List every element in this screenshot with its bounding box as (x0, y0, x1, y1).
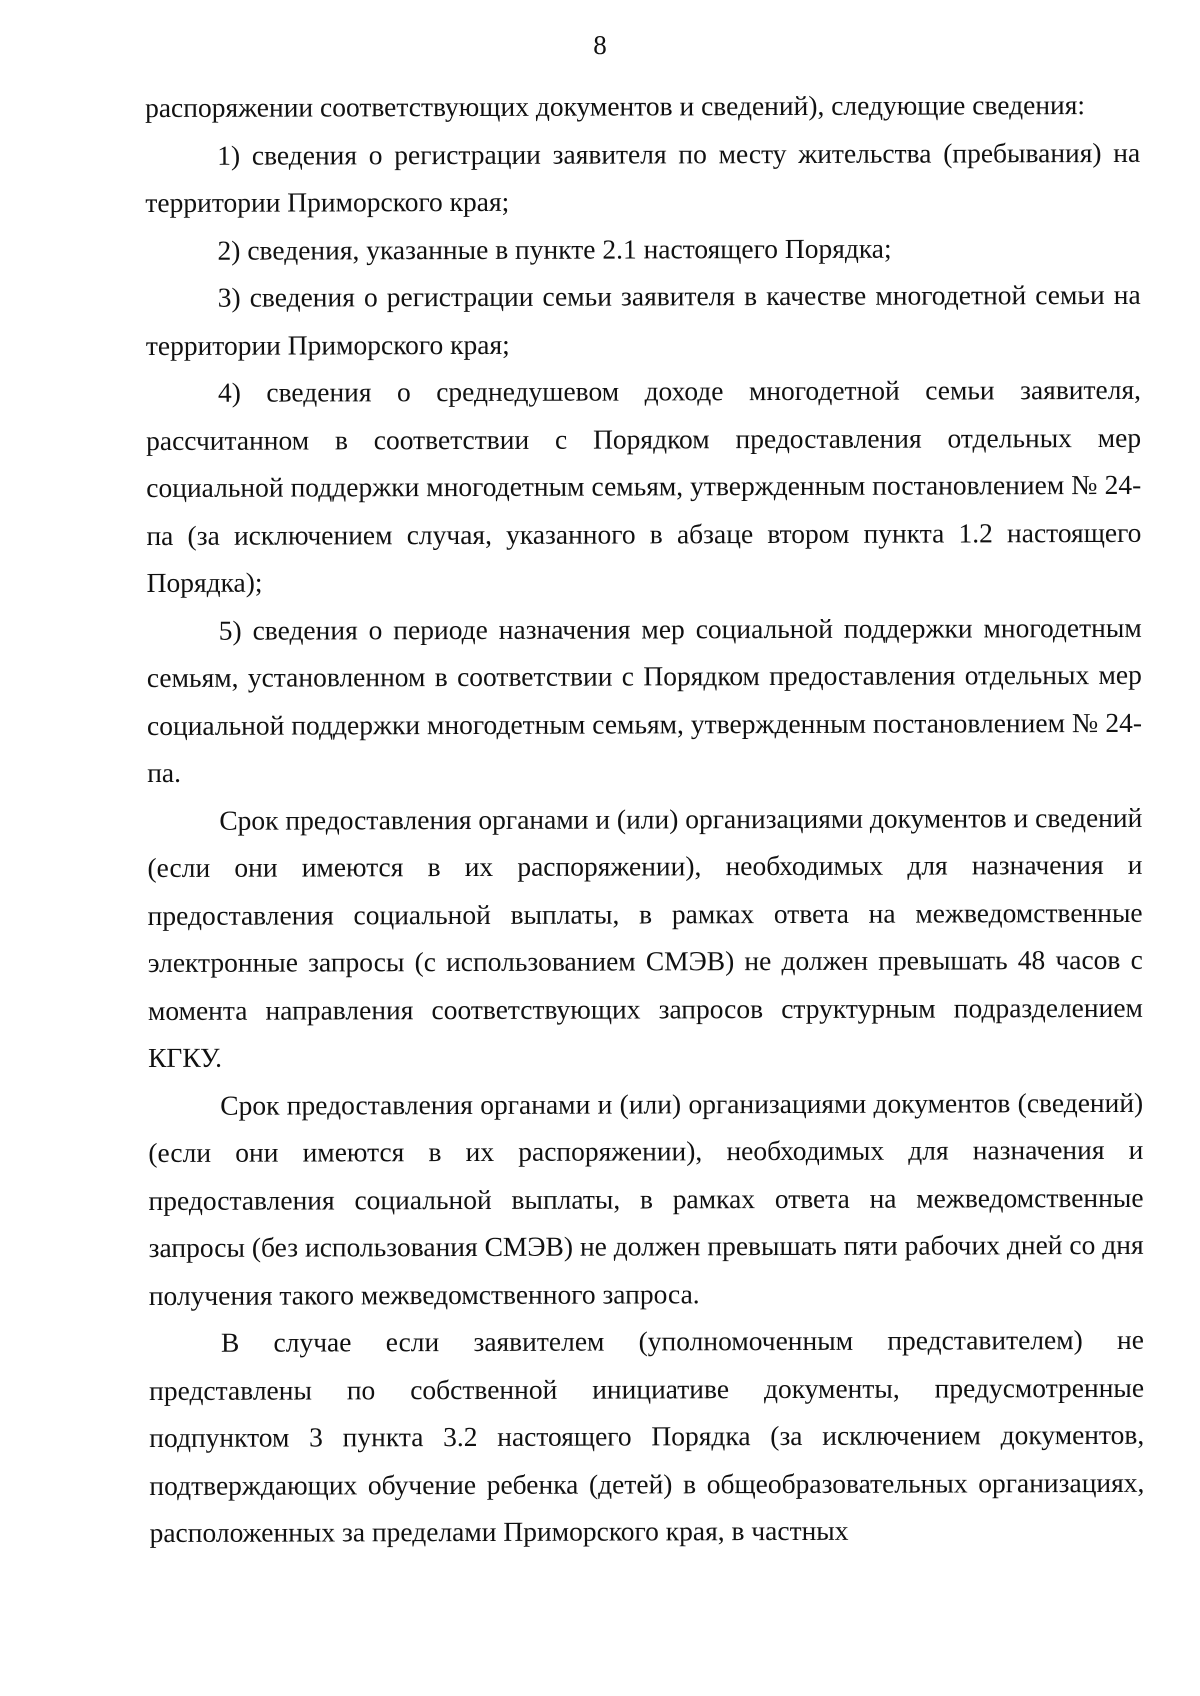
paragraph-continuation: распоряжении соответствующих документов и сведений), следующие сведения: (145, 89, 1086, 123)
paragraph-documents-not-submitted: В случае если заявителем (уполномоченным представителем) не представлены по собственной инициативе документы, предусмотренные подпунктом 3 пункта 3.2 настоящего Порядка (за исключением документов, подтверждающих обучение ребенка (детей) в общеобразовательных организациях, расположенных за пределами Приморского края, в частных (149, 1323, 1145, 1548)
list-item-1: 1) сведения о регистрации заявителя по месту жительства (пребывания) на территории Приморского края; (145, 136, 1141, 218)
list-item-3: 3) сведения о регистрации семьи заявителя в качестве многодетной семьи на территории Приморского края; (145, 278, 1141, 361)
document-body (145, 81, 1145, 1557)
list-item-2: 2) сведения, указанные в пункте 2.1 настоящего Порядка; (217, 232, 892, 266)
page-number: 8 (593, 30, 607, 60)
list-item-4: 4) сведения о среднедушевом доходе многодетной семьи заявителя, рассчитанном в соответствии с Порядком предоставления отдельных мер социальной поддержки многодетным семьям, утвержденным постановлением № 24-па (за исключением случая, указанного в абзаце втором пункта 1.2 настоящего Порядка); (146, 373, 1142, 598)
paragraph-smev-deadline: Срок предоставления органами и (или) организациями документов и сведений (если они имеются в их распоряжении), необходимых для назначения и предоставления социальной выплаты, в рамках ответа на межведомственные электронные запросы (с использованием СМЭВ) не должен превышать 48 часов с момента направления соответствующих запросов структурным подразделением КГКУ. (147, 801, 1143, 1073)
paragraph-non-smev-deadline: Срок предоставления органами и (или) организациями документов (сведений) (если они имеются в их распоряжении), необходимых для назначения и предоставления социальной выплаты, в рамках ответа на межведомственные запросы (без использования СМЭВ) не должен превышать пяти рабочих дней со дня получения такого межведомственного запроса. (148, 1086, 1144, 1311)
list-item-5: 5) сведения о периоде назначения мер социальной поддержки многодетным семьям, установленном в соответствии с Порядком предоставления отдельных мер социальной поддержки многодетным семьям, утвержденным постановлением № 24-па. (146, 611, 1143, 788)
